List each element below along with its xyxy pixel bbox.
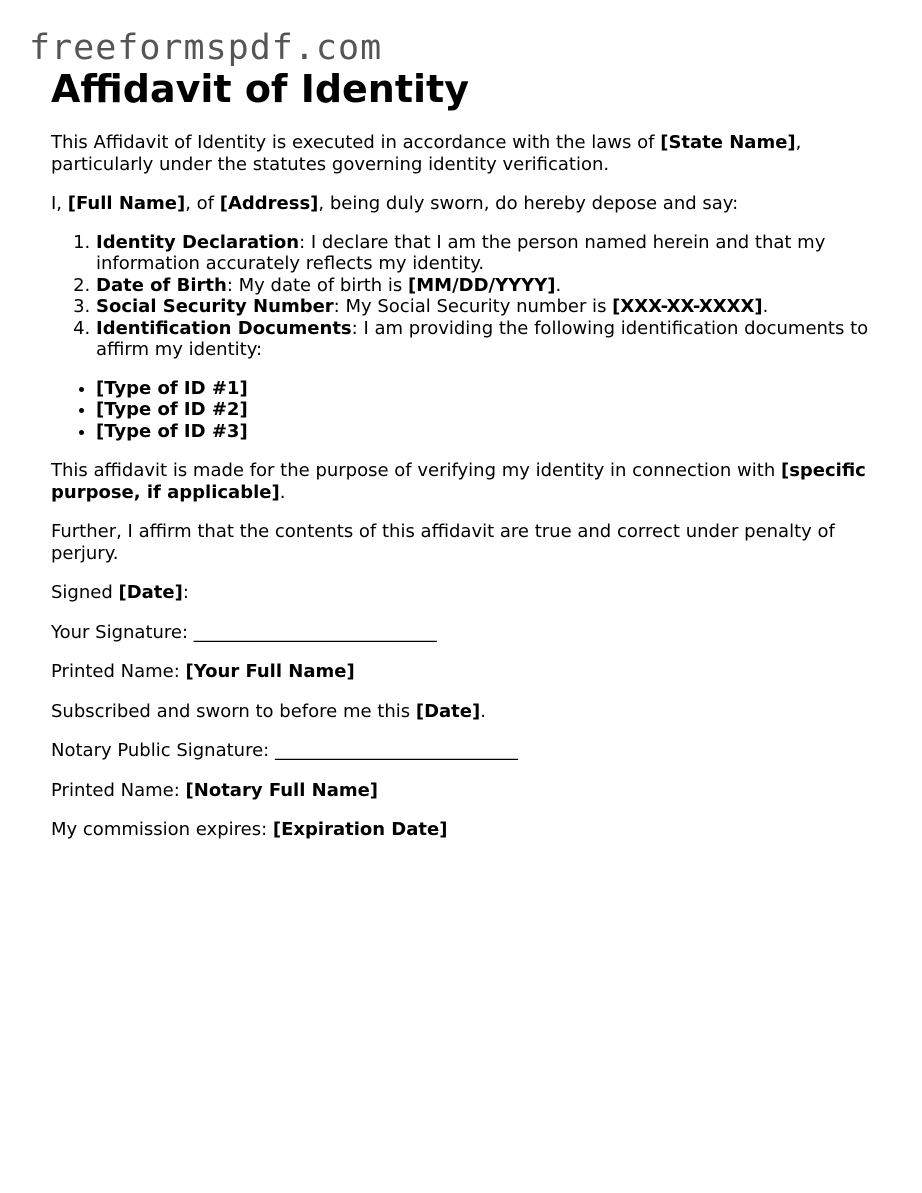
- subscribed-end: .: [480, 700, 486, 722]
- watermark: freeformspdf.com: [29, 28, 383, 68]
- commission-label: My commission expires:: [51, 819, 273, 840]
- notary-signature-label: Notary Public Signature:: [51, 740, 275, 761]
- ssn-placeholder: [XXX-XX-XXXX]: [612, 296, 763, 317]
- declarations-list: [51, 232, 881, 361]
- notary-full-name-placeholder: [Notary Full Name]: [185, 779, 379, 801]
- printed-name-line: [51, 661, 881, 683]
- declaration-text: : I declare that I am the person named herein and that my information accurately reflects my identity.: [96, 231, 826, 274]
- affirmation-paragraph: Further, I affirm that the contents of this affidavit are true and correct under penalty of perjury.: [51, 521, 835, 564]
- declaration-end: .: [555, 274, 562, 296]
- declaration-text: : My Social Security number is: [333, 296, 613, 317]
- id-types-list: [51, 378, 881, 443]
- declaration-end: .: [762, 296, 769, 317]
- declaration-term: Date of Birth: [96, 274, 227, 296]
- declaration-text: : I am providing the following identification documents to affirm my identity:: [96, 317, 869, 360]
- id-type-item: • [Type of ID #3]: [96, 421, 881, 443]
- expiration-date-placeholder: [Expiration Date]: [272, 819, 448, 840]
- subscribed-label: Subscribed and sworn to before me this: [51, 700, 416, 722]
- purpose-end: .: [279, 481, 286, 503]
- document-title: Affidavit of Identity: [51, 67, 469, 111]
- deponent-paragraph: [51, 193, 881, 215]
- notary-printed-name-line: [51, 780, 881, 802]
- declaration-term: Identification Documents: [96, 317, 352, 339]
- declaration-item: [96, 318, 881, 361]
- id-type-item: • [Type of ID #2]: [96, 399, 881, 421]
- signed-date-placeholder: [Date]: [118, 582, 183, 603]
- declaration-item: [96, 232, 881, 275]
- purpose-paragraph: [51, 460, 881, 503]
- printed-name-label: Printed Name:: [51, 661, 186, 682]
- declaration-item: [96, 296, 881, 318]
- id-type-item: • [Type of ID #1]: [96, 378, 881, 400]
- date-of-birth-placeholder: [MM/DD/YYYY]: [408, 274, 556, 296]
- signed-label: Signed: [51, 582, 119, 603]
- intro-text-before: This Affidavit of Identity is executed in accordance with the laws of: [51, 132, 661, 153]
- your-full-name-placeholder: [Your Full Name]: [185, 661, 355, 682]
- declaration-item: [96, 275, 881, 297]
- notary-signature-line: [51, 740, 881, 762]
- deponent-prefix: I,: [51, 193, 68, 214]
- specific-purpose-placeholder: [specific purpose, if applicable]: [51, 460, 866, 503]
- notary-signature-blank: ___________________________: [274, 740, 518, 761]
- your-signature-blank: ___________________________: [193, 621, 437, 643]
- state-name-placeholder: [State Name]: [660, 132, 796, 153]
- signed-colon: :: [182, 582, 189, 603]
- your-signature-label: Your Signature:: [51, 621, 194, 643]
- full-name-placeholder: [Full Name]: [67, 193, 186, 214]
- intro-paragraph: [51, 132, 881, 175]
- notary-printed-name-label: Printed Name:: [51, 779, 186, 801]
- purpose-text: This affidavit is made for the purpose of verifying my identity in connection with: [51, 460, 781, 481]
- address-placeholder: [Address]: [219, 193, 319, 214]
- subscribed-date-placeholder: [Date]: [415, 700, 481, 722]
- your-signature-line: [51, 622, 881, 644]
- subscribed-line: [51, 701, 881, 723]
- declaration-text: : My date of birth is: [226, 274, 409, 296]
- signed-line: [51, 582, 881, 604]
- affidavit-document: [51, 66, 881, 841]
- declaration-term: Social Security Number: [96, 296, 334, 317]
- commission-line: [51, 819, 881, 841]
- deponent-suffix: , being duly sworn, do hereby depose and say:: [318, 193, 739, 214]
- intro-text-after: , particularly under the statutes governing identity verification.: [51, 132, 802, 175]
- deponent-of: , of: [185, 193, 220, 214]
- declaration-term: Identity Declaration: [96, 231, 300, 253]
